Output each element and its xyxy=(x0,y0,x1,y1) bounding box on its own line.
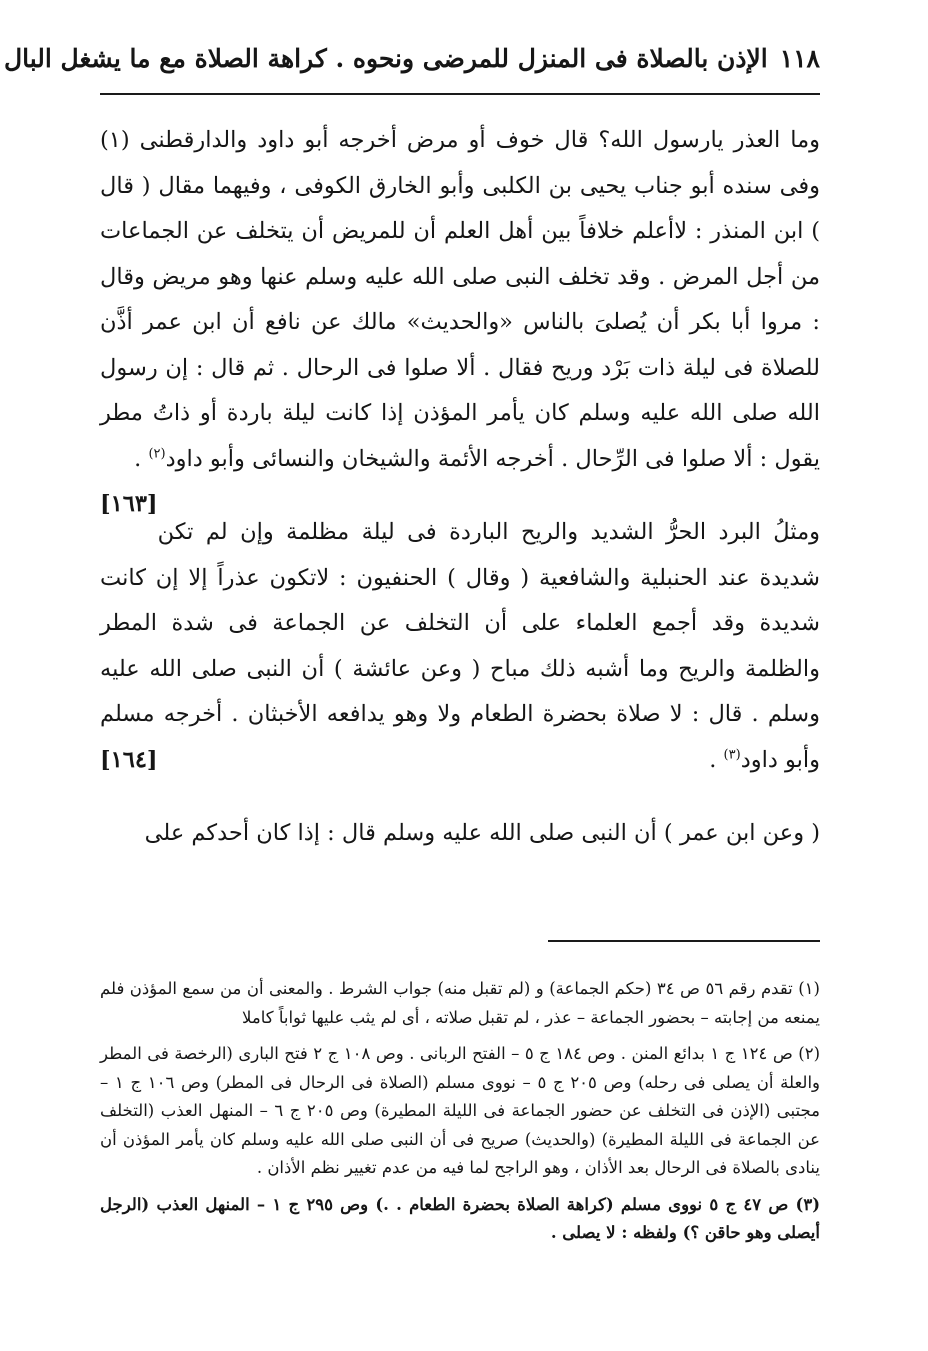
footnote-3: (٣) ص ٤٧ ج ٥ نووى مسلم (كراهة الصلاة بحضرة الطعام . .) وص ٢٩٥ ج ١ – المنهل العذب (الرجل أيصلى وهو حاقن ؟) ولفظه : لا يصلى . xyxy=(100,1194,821,1242)
header-divider xyxy=(100,93,820,95)
footnote-ref: (٣) xyxy=(723,747,741,762)
hadith-number: [١٦٣] xyxy=(100,491,158,517)
footnotes xyxy=(100,975,820,1256)
footnote-divider xyxy=(548,940,820,942)
paragraph-text: ( وعن ابن عمر ) أن النبى صلى الله عليه وسلم قال : إذا كان أحدكم على xyxy=(144,820,820,846)
page-header xyxy=(3,36,820,80)
running-title: الإذن بالصلاة فى المنزل للمرضى ونحوه . كراهة الصلاة مع ما يشغل البال xyxy=(3,43,768,73)
footnote-2: (٢) ص ١٢٤ ج ١ بدائع المنن . وص ١٨٤ ج ٥ – الفتح الربانى . وص ١٠٨ ج ٢ فتح البارى (الرخصة فى المطر والعلة أن يصلى فى رحله) وص ٢٠٥ ج ٥ – نووى مسلم (الصلاة فى الرحال فى المطر) وص ١٠٦ ج ١ – مجتبى (الإذن فى التخلف عن حضور الجماعة فى الليلة المطيرة) وص ٢٠٥ ج ٦ – المنهل العذب (التخلف عن الجماعة فى الليلة المطيرة) (والحديث) صريح فى أن النبى صلى الله عليه وسلم كان يأمر المؤذن أن ينادى بالصلاة فى الرحال بعد الأذان ، وهو الراجح لما فيه من عدم تغيير نظم الأذان . xyxy=(100,1044,821,1177)
footnote-1: (١) تقدم رقم ٥٦ ص ٣٤ (حكم الجماعة) و (لم تقبل منه) جواب الشرط . والمعنى أن من سمع المؤذن فلم يمنعه من إجابته – بحضور الجماعة – عذر ، لم تقبل صلاته ، أى لم يثب عليها ثواباً كاملا xyxy=(100,979,820,1027)
hadith-number: [١٦٤] xyxy=(100,746,158,773)
main-text xyxy=(100,118,820,885)
paragraph-end: . xyxy=(709,746,724,773)
paragraph-3 xyxy=(100,811,820,857)
paragraph-text: ومثلُ البرد الحرُّ الشديد والريح الباردة فى ليلة مظلمة وإن لم تكن شديدة عند الحنبلية والشافعية ( وقال ) الحنفيون : لاتكون عذراً إلا إن كانت شديدة وقد أجمع العلماء على أن التخلف عن الجماعة فى شدة المطر والظلمة والريح وما أشبه ذلك مباح ( وعن عائشة ) أن النبى صلى الله عليه وسلم . قال : لا صلاة بحضرة الطعام ولا وهو يدافعه الأخبثان . أخرجه مسلم وأبو داود xyxy=(100,519,820,773)
paragraph-2 xyxy=(100,510,820,783)
page-number: ١١٨ xyxy=(779,43,820,73)
paragraph-text: وما العذر يارسول الله؟ قال خوف أو مرض أخرجه أبو داود والدارقطنى (١) وفى سنده أبو جناب يحيى بن الكلبى وأبو الخارق الكوفى ، وفيهما مقال ( قال ) ابن المنذر : لاأعلم خلافاً بين أهل العلم أن للمريض أن يتخلف عن الجماعات من أجل المرض . وقد تخلف النبى صلى الله عليه وسلم عنها وهو مريض وقال : مروا أبا بكر أن يُصلىَ بالناس «والحديث» مالك عن نافع أن ابن عمر أذَّن للصلاة فى ليلة ذات بَرْد وريح فقال . ألا صلوا فى الرحال . ثم قال : إن رسول الله صلى الله عليه وسلم كان يأمر المؤذن إذا كانت ليلة باردة أو ذاتُ مطر يقول : ألا صلوا فى الرِّحال . أخرجه الأئمة والشيخان والنسائى وأبو داود xyxy=(100,127,820,472)
footnote-ref: (٢) xyxy=(148,446,166,461)
paragraph-1 xyxy=(100,118,820,517)
paragraph-end: . xyxy=(134,445,149,472)
